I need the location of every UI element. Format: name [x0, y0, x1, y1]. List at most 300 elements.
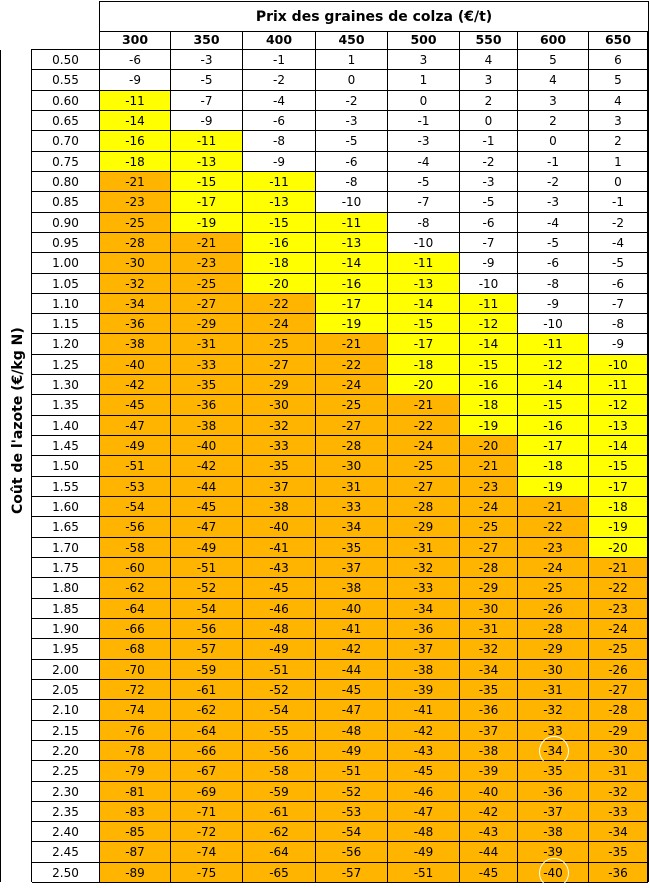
table-cell: -6	[460, 213, 518, 233]
row-label-2.05: 2.05	[32, 680, 100, 700]
table-cell: -52	[171, 578, 243, 599]
table-cell: -10	[388, 233, 460, 253]
row-label-0.70: 0.70	[32, 131, 100, 152]
table-cell: -39	[388, 680, 460, 700]
table-cell: -31	[388, 538, 460, 558]
table-cell: -31	[171, 334, 243, 355]
table-cell: -28	[100, 233, 171, 253]
table-cell: -45	[100, 395, 171, 416]
table-cell: -55	[243, 721, 316, 741]
table-cell: -62	[171, 700, 243, 721]
row-label-1.90: 1.90	[32, 619, 100, 639]
table-cell: -69	[171, 782, 243, 802]
table-cell: -5	[316, 131, 388, 152]
table-top-border	[100, 1, 648, 2]
table-cell: -70	[100, 660, 171, 680]
table-cell: -25	[589, 639, 648, 660]
table-cell: -57	[171, 639, 243, 660]
table-cell: -42	[460, 802, 518, 822]
table-cell: -74	[100, 700, 171, 721]
table-cell: 2	[518, 111, 589, 131]
table-cell: -32	[518, 700, 589, 721]
table-cell: -11	[243, 172, 316, 192]
table-cell: -3	[316, 111, 388, 131]
table-cell: 3	[518, 91, 589, 111]
table-cell: -12	[460, 314, 518, 334]
table-cell: 0	[589, 172, 648, 192]
table-cell: -24	[316, 375, 388, 395]
table-cell: -52	[316, 782, 388, 802]
table-cell: -4	[589, 233, 648, 253]
table-cell: -7	[460, 233, 518, 253]
table-cell: -6	[518, 253, 589, 274]
table-cell: 0	[460, 111, 518, 131]
row-label-2.40: 2.40	[32, 822, 100, 842]
table-cell: -35	[316, 538, 388, 558]
table-cell: -61	[243, 802, 316, 822]
table-cell: -52	[243, 680, 316, 700]
table-cell: -43	[460, 822, 518, 842]
table-cell: -22	[589, 578, 648, 599]
table-cell: -47	[100, 416, 171, 436]
table-cell: -33	[171, 355, 243, 375]
table-cell: -40	[518, 863, 589, 883]
table-cell: -23	[589, 599, 648, 619]
row-label-2.35: 2.35	[32, 802, 100, 822]
table-cell: -51	[316, 761, 388, 782]
table-cell: -51	[243, 660, 316, 680]
row-label-0.90: 0.90	[32, 213, 100, 233]
table-cell: -18	[460, 395, 518, 416]
table-cell: -24	[243, 314, 316, 334]
table-cell: -48	[316, 721, 388, 741]
table-cell: -21	[171, 233, 243, 253]
table-cell: -20	[388, 375, 460, 395]
table-cell: -15	[589, 456, 648, 477]
table-cell: -14	[100, 111, 171, 131]
table-cell: -44	[171, 477, 243, 497]
table-cell: -26	[589, 660, 648, 680]
table-cell: -9	[460, 253, 518, 274]
table-title: Prix des graines de colza (€/t)	[255, 9, 493, 25]
table-cell: -76	[100, 721, 171, 741]
table-cell: -28	[518, 619, 589, 639]
table-cell: -35	[171, 375, 243, 395]
table-cell: -40	[171, 436, 243, 456]
table-cell: -5	[460, 192, 518, 213]
table-cell: -38	[316, 578, 388, 599]
table-cell: -23	[100, 192, 171, 213]
table-cell: -5	[388, 172, 460, 192]
table-cell: -49	[171, 538, 243, 558]
table-cell: -36	[589, 863, 648, 883]
table-cell: -21	[388, 395, 460, 416]
table-cell: -25	[518, 578, 589, 599]
row-label-2.20: 2.20	[32, 741, 100, 761]
table-cell: -15	[518, 395, 589, 416]
column-header-600: 600	[518, 32, 589, 50]
table-cell: -58	[100, 538, 171, 558]
row-label-1.05: 1.05	[32, 274, 100, 294]
table-cell: -41	[316, 619, 388, 639]
table-cell: -13	[388, 274, 460, 294]
table-cell: -1	[243, 50, 316, 70]
table-cell: -64	[243, 842, 316, 863]
table-cell: -49	[243, 639, 316, 660]
table-cell: -71	[171, 802, 243, 822]
table-cell: -1	[460, 131, 518, 152]
table-cell: -9	[518, 294, 589, 314]
table-cell: -29	[243, 375, 316, 395]
table-cell: -62	[243, 822, 316, 842]
table-cell: 0	[388, 91, 460, 111]
table-cell: -56	[100, 517, 171, 538]
table-cell: -32	[100, 274, 171, 294]
table-cell: -13	[243, 192, 316, 213]
table-cell: -45	[388, 761, 460, 782]
table-cell: -13	[316, 233, 388, 253]
table-right-border	[648, 1, 649, 882]
table-cell: -24	[460, 497, 518, 517]
table-cell: -39	[460, 761, 518, 782]
table-cell: -72	[171, 822, 243, 842]
table-cell: -31	[518, 680, 589, 700]
table-cell: -29	[460, 578, 518, 599]
table-cell: -13	[589, 416, 648, 436]
table-cell: -11	[589, 375, 648, 395]
table-cell: -32	[589, 782, 648, 802]
table-cell: -22	[518, 517, 589, 538]
table-cell: -8	[316, 172, 388, 192]
table-cell: -43	[388, 741, 460, 761]
table-cell: -23	[460, 477, 518, 497]
table-cell: -17	[388, 334, 460, 355]
row-label-2.10: 2.10	[32, 700, 100, 721]
row-label-1.65: 1.65	[32, 517, 100, 538]
table-cell: -10	[316, 192, 388, 213]
row-label-1.00: 1.00	[32, 253, 100, 274]
table-cell: -45	[243, 578, 316, 599]
table-cell: -25	[388, 456, 460, 477]
row-label-1.35: 1.35	[32, 395, 100, 416]
column-header-500: 500	[388, 32, 460, 50]
table-cell: -40	[243, 517, 316, 538]
table-cell: -19	[589, 517, 648, 538]
table-cell: -41	[388, 700, 460, 721]
table-cell: -42	[100, 375, 171, 395]
table-cell: -28	[460, 558, 518, 578]
table-cell: -16	[316, 274, 388, 294]
table-cell: -22	[388, 416, 460, 436]
row-label-0.60: 0.60	[32, 91, 100, 111]
table-cell: -21	[316, 334, 388, 355]
table-cell: -31	[589, 761, 648, 782]
row-label-1.25: 1.25	[32, 355, 100, 375]
table-cell: -27	[388, 477, 460, 497]
table-cell: -1	[518, 152, 589, 172]
row-label-1.20: 1.20	[32, 334, 100, 355]
table-cell: -30	[460, 599, 518, 619]
table-cell: -59	[243, 782, 316, 802]
table-cell: -51	[388, 863, 460, 883]
table-cell: -61	[171, 680, 243, 700]
table-cell: -25	[171, 274, 243, 294]
table-cell: -25	[243, 334, 316, 355]
table-cell: -51	[171, 558, 243, 578]
table-cell: -18	[589, 497, 648, 517]
table-cell: -40	[100, 355, 171, 375]
table-cell: -28	[388, 497, 460, 517]
row-label-1.50: 1.50	[32, 456, 100, 477]
table-cell: -43	[243, 558, 316, 578]
table-cell: -19	[460, 416, 518, 436]
column-header-300: 300	[100, 32, 171, 50]
table-cell: -18	[518, 456, 589, 477]
table-cell: -29	[589, 721, 648, 741]
table-cell: -75	[171, 863, 243, 883]
table-cell: -11	[460, 294, 518, 314]
table-cell: -36	[171, 395, 243, 416]
row-label-0.50: 0.50	[32, 50, 100, 70]
axis-label-column-left-border	[0, 50, 1, 882]
table-cell: 4	[460, 50, 518, 70]
table-cell: -24	[518, 558, 589, 578]
table-cell: 2	[589, 131, 648, 152]
row-label-1.70: 1.70	[32, 538, 100, 558]
table-cell: -37	[388, 639, 460, 660]
table-cell: -36	[100, 314, 171, 334]
table-cell: -14	[388, 294, 460, 314]
table-cell: -1	[589, 192, 648, 213]
table-cell: -87	[100, 842, 171, 863]
table-cell: -32	[388, 558, 460, 578]
table-cell: -7	[589, 294, 648, 314]
table-cell: 3	[589, 111, 648, 131]
table-cell: -5	[171, 70, 243, 91]
table-cell: -36	[460, 700, 518, 721]
column-header-550: 550	[460, 32, 518, 50]
table-cell: -25	[100, 213, 171, 233]
table-cell: -66	[171, 741, 243, 761]
table-cell: 4	[518, 70, 589, 91]
table-cell: -35	[243, 456, 316, 477]
table-cell: -16	[243, 233, 316, 253]
row-label-1.85: 1.85	[32, 599, 100, 619]
table-cell: -54	[316, 822, 388, 842]
table-cell: -21	[100, 172, 171, 192]
row-label-2.50: 2.50	[32, 863, 100, 883]
table-cell: -12	[589, 395, 648, 416]
table-cell: -25	[460, 517, 518, 538]
table-cell: -18	[100, 152, 171, 172]
table-cell: -18	[243, 253, 316, 274]
column-header-400: 400	[243, 32, 316, 50]
table-cell: -67	[171, 761, 243, 782]
table-cell: -15	[388, 314, 460, 334]
table-cell: -27	[243, 355, 316, 375]
table-cell: -89	[100, 863, 171, 883]
table-cell: -68	[100, 639, 171, 660]
table-cell: -16	[100, 131, 171, 152]
table-cell: 3	[460, 70, 518, 91]
row-axis-label: Coût de l'azote (€/kg N)	[10, 327, 26, 514]
row-label-1.75: 1.75	[32, 558, 100, 578]
table-cell: -60	[100, 558, 171, 578]
table-cell: -54	[100, 497, 171, 517]
table-cell: -15	[171, 172, 243, 192]
table-cell: -20	[589, 538, 648, 558]
table-cell: -51	[100, 456, 171, 477]
table-cell: -48	[388, 822, 460, 842]
row-label-1.55: 1.55	[32, 477, 100, 497]
table-cell: -38	[171, 416, 243, 436]
table-cell: -49	[388, 842, 460, 863]
table-cell: -7	[388, 192, 460, 213]
table-cell: -21	[460, 456, 518, 477]
table-cell: -2	[316, 91, 388, 111]
table-cell: -31	[460, 619, 518, 639]
table-cell: -8	[243, 131, 316, 152]
table-cell: -27	[589, 680, 648, 700]
table-cell: -23	[171, 253, 243, 274]
table-cell: -29	[171, 314, 243, 334]
row-label-1.15: 1.15	[32, 314, 100, 334]
table-cell: -15	[460, 355, 518, 375]
table-cell: -6	[100, 50, 171, 70]
row-label-1.30: 1.30	[32, 375, 100, 395]
table-cell: -14	[316, 253, 388, 274]
table-cell: -14	[589, 436, 648, 456]
table-cell: -42	[388, 721, 460, 741]
table-cell: -34	[518, 741, 589, 761]
table-cell: -45	[316, 680, 388, 700]
table-cell: -47	[171, 517, 243, 538]
table-cell: -4	[388, 152, 460, 172]
row-label-0.65: 0.65	[32, 111, 100, 131]
table-cell: -28	[316, 436, 388, 456]
table-cell: -30	[589, 741, 648, 761]
table-cell: -56	[243, 741, 316, 761]
table-cell: -30	[100, 253, 171, 274]
table-cell: -12	[518, 355, 589, 375]
table-cell: -46	[243, 599, 316, 619]
table-cell: -35	[518, 761, 589, 782]
table-cell: -3	[518, 192, 589, 213]
table-cell: -22	[243, 294, 316, 314]
table-cell: -29	[518, 639, 589, 660]
table-cell: -2	[243, 70, 316, 91]
table-cell: 4	[589, 91, 648, 111]
table-cell: -38	[100, 334, 171, 355]
table-cell: -10	[589, 355, 648, 375]
table-cell: -34	[460, 660, 518, 680]
table-cell: -26	[518, 599, 589, 619]
table-cell: -6	[316, 152, 388, 172]
column-header-350: 350	[171, 32, 243, 50]
table-cell: -22	[316, 355, 388, 375]
table-cell: 1	[316, 50, 388, 70]
table-cell: -74	[171, 842, 243, 863]
row-label-2.30: 2.30	[32, 782, 100, 802]
table-cell: -56	[316, 842, 388, 863]
row-label-0.95: 0.95	[32, 233, 100, 253]
table-cell: -25	[316, 395, 388, 416]
row-label-0.55: 0.55	[32, 70, 100, 91]
table-cell: -13	[171, 152, 243, 172]
table-cell: -81	[100, 782, 171, 802]
table-cell: -24	[589, 619, 648, 639]
table-cell: -33	[589, 802, 648, 822]
table-cell: -62	[100, 578, 171, 599]
table-cell: -47	[316, 700, 388, 721]
table-cell: -44	[460, 842, 518, 863]
table-cell: -40	[316, 599, 388, 619]
table-cell: -27	[171, 294, 243, 314]
row-label-1.60: 1.60	[32, 497, 100, 517]
table-cell: -58	[243, 761, 316, 782]
table-cell: -28	[589, 700, 648, 721]
table-cell: -78	[100, 741, 171, 761]
table-cell: -1	[388, 111, 460, 131]
table-cell: -10	[518, 314, 589, 334]
table-cell: -37	[460, 721, 518, 741]
table-cell: -11	[316, 213, 388, 233]
table-cell: -53	[100, 477, 171, 497]
table-cell: 0	[518, 131, 589, 152]
row-label-2.15: 2.15	[32, 721, 100, 741]
table-cell: -44	[316, 660, 388, 680]
table-cell: -32	[243, 416, 316, 436]
table-cell: 5	[589, 70, 648, 91]
table-cell: -64	[171, 721, 243, 741]
table-cell: -38	[388, 660, 460, 680]
table-cell: -48	[243, 619, 316, 639]
table-cell: -54	[171, 599, 243, 619]
table-cell: -34	[316, 517, 388, 538]
table-cell: -56	[171, 619, 243, 639]
table-cell: -41	[243, 538, 316, 558]
table-cell: -6	[589, 274, 648, 294]
table-cell: -30	[518, 660, 589, 680]
row-label-2.00: 2.00	[32, 660, 100, 680]
table-cell: -16	[460, 375, 518, 395]
table-cell: -34	[388, 599, 460, 619]
table-cell: -17	[171, 192, 243, 213]
row-label-1.45: 1.45	[32, 436, 100, 456]
table-cell: 0	[316, 70, 388, 91]
table-cell: -47	[388, 802, 460, 822]
table-cell: -17	[589, 477, 648, 497]
table-cell: -33	[518, 721, 589, 741]
table-cell: -14	[518, 375, 589, 395]
table-cell: -10	[460, 274, 518, 294]
table-cell: -85	[100, 822, 171, 842]
table-cell: -39	[518, 842, 589, 863]
table-cell: -34	[589, 822, 648, 842]
row-label-1.10: 1.10	[32, 294, 100, 314]
table-cell: -9	[243, 152, 316, 172]
table-cell: -9	[100, 70, 171, 91]
table-cell: -34	[100, 294, 171, 314]
row-label-0.75: 0.75	[32, 152, 100, 172]
table-cell: -29	[388, 517, 460, 538]
row-label-0.85: 0.85	[32, 192, 100, 213]
table-cell: -8	[589, 314, 648, 334]
table-cell: -3	[460, 172, 518, 192]
table-cell: -4	[518, 213, 589, 233]
table-cell: -3	[388, 131, 460, 152]
table-cell: -45	[171, 497, 243, 517]
